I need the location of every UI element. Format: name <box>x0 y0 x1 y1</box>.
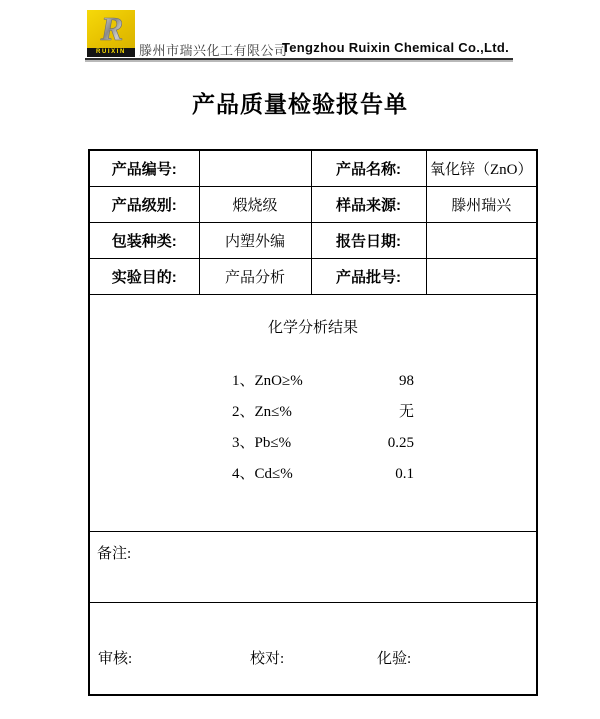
table-row <box>89 150 537 186</box>
report-date-value <box>426 222 537 258</box>
table-row <box>89 258 537 294</box>
remarks-cell <box>89 531 537 602</box>
report-title: 产品质量检验报告单 <box>192 91 408 117</box>
analysis-item-value: 无 <box>398 403 414 420</box>
header-divider <box>85 58 513 60</box>
logo-r-glyph <box>87 10 135 48</box>
signoff-cell <box>89 602 537 695</box>
packaging-type-value: 内塑外编 <box>199 222 311 258</box>
experiment-purpose-value: 产品分析 <box>199 258 311 294</box>
product-number-label: 产品编号: <box>89 150 199 186</box>
analysis-item-name: 2、Zn≤% <box>232 403 292 420</box>
analysis-section <box>89 294 537 531</box>
company-name-cn: 滕州市瑞兴化工有限公司 <box>139 43 288 58</box>
analysis-item-name: 1、ZnO≥% <box>232 372 303 389</box>
proofread-label: 校对: <box>250 650 285 667</box>
remarks-label: 备注: <box>97 545 132 562</box>
sample-source-value: 滕州瑞兴 <box>426 186 537 222</box>
table-row <box>89 222 537 258</box>
sample-source-label: 样品来源: <box>311 186 426 222</box>
analysis-list <box>90 374 536 482</box>
assay-label: 化验: <box>377 650 412 667</box>
analysis-item <box>90 467 536 482</box>
analysis-item-value: 0.25 <box>387 434 414 451</box>
product-batch-label: 产品批号: <box>311 258 426 294</box>
report-table <box>88 149 538 696</box>
table-row <box>89 186 537 222</box>
analysis-heading: 化学分析结果 <box>267 319 358 336</box>
analysis-item <box>90 436 536 451</box>
analysis-item-name: 3、Pb≤% <box>232 434 292 451</box>
product-number-value <box>199 150 311 186</box>
experiment-purpose-label: 实验目的: <box>89 258 199 294</box>
product-name-label: 产品名称: <box>311 150 426 186</box>
logo-square <box>87 10 135 48</box>
remarks-row <box>89 531 537 602</box>
signoff-row <box>89 602 537 695</box>
analysis-item-value: 0.1 <box>395 465 414 482</box>
analysis-item-value: 98 <box>399 372 414 389</box>
svg-text:R: R <box>100 11 124 48</box>
logo-brand-band: RUIXIN <box>87 48 135 57</box>
product-grade-label: 产品级别: <box>89 186 199 222</box>
packaging-type-label: 包装种类: <box>89 222 199 258</box>
analysis-item <box>90 374 536 389</box>
company-logo <box>87 10 135 57</box>
signoff-area <box>90 603 536 694</box>
company-name-en: Tengzhou Ruixin Chemical Co.,Ltd. <box>282 40 510 55</box>
product-grade-value: 煅烧级 <box>199 186 311 222</box>
product-name-value: 氧化锌（ZnO） <box>426 150 537 186</box>
product-batch-value <box>426 258 537 294</box>
analysis-item-name: 4、Cd≤% <box>232 465 293 482</box>
report-date-label: 报告日期: <box>311 222 426 258</box>
analysis-row <box>89 294 537 531</box>
analysis-item <box>90 405 536 420</box>
review-label: 审核: <box>98 650 133 667</box>
